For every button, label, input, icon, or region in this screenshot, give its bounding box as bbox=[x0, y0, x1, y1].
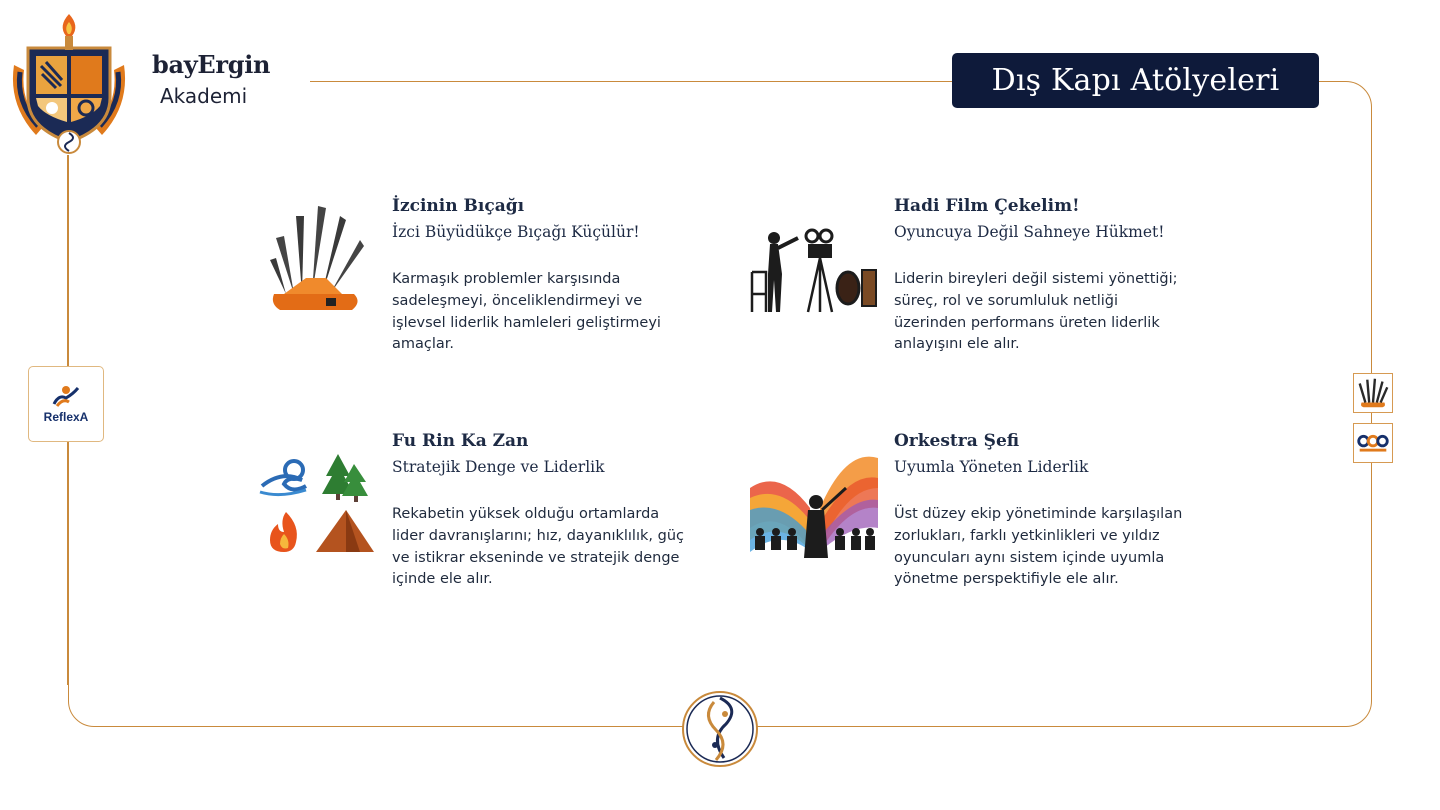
page-title: Dış Kapı Atölyeleri bbox=[952, 53, 1319, 108]
orchestra-conductor-icon bbox=[750, 448, 878, 560]
reflexa-badge[interactable] bbox=[28, 366, 104, 442]
workshop-subtitle: Stratejik Denge ve Liderlik bbox=[392, 458, 605, 476]
workshop-description: Üst düzey ekip yönetiminde karşılaşılan zorlukları, farklı yetkinlikleri ve yıldız oyuncuları aynı sistem içinde uyumla yönetme perspektifiyle ele alır. bbox=[894, 506, 1183, 588]
workshop-subtitle: Oyuncuya Değil Sahneye Hükmet! bbox=[894, 223, 1165, 241]
academy-shield-logo bbox=[6, 10, 132, 156]
film-director-icon bbox=[750, 224, 878, 316]
workshop-subtitle: İzci Büyüdükçe Bıçağı Küçülür! bbox=[392, 223, 640, 241]
brand-subtitle: Akademi bbox=[160, 84, 248, 108]
workshop-title: Fu Rin Ka Zan bbox=[392, 431, 529, 451]
pocket-knife-icon bbox=[266, 198, 370, 316]
reflexa-logo-icon bbox=[49, 384, 83, 408]
workshop-description: Liderin bireyleri değil sistemi yönettiği; süreç, rol ve sorumluluk netliği üzerinden performans üreten liderlik anlayışını ele alır. bbox=[894, 271, 1178, 353]
workshop-title: Orkestra Şefi bbox=[894, 431, 1020, 451]
knife-thumbnail-icon bbox=[1354, 374, 1392, 412]
yin-yang-emblem bbox=[680, 690, 760, 768]
workshop-title: İzcinin Bıçağı bbox=[392, 196, 525, 216]
workshop-description: Rekabetin yüksek olduğu ortamlarda lider davranışlarını; hız, dayanıklılık, güç ve istikrar ekseninde ve stratejik denge içinde ele alır. bbox=[392, 506, 684, 588]
workshop-subtitle: Uyumla Yöneten Liderlik bbox=[894, 458, 1089, 476]
reflexa-label: ReflexA bbox=[43, 410, 89, 424]
four-elements-icon bbox=[258, 450, 378, 556]
header-divider bbox=[310, 81, 960, 82]
people-thumbnail-icon bbox=[1354, 424, 1392, 462]
workshop-title: Hadi Film Çekelim! bbox=[894, 196, 1080, 216]
thumbnail-people[interactable] bbox=[1353, 423, 1393, 463]
workshop-description: Karmaşık problemler karşısında sadeleşmeyi, önceliklendirmeyi ve işlevsel liderlik hamleleri geliştirmeyi amaçlar. bbox=[392, 271, 661, 353]
brand-name: bayErgin bbox=[152, 50, 271, 79]
content-frame bbox=[68, 81, 1372, 727]
thumbnail-knife[interactable] bbox=[1353, 373, 1393, 413]
